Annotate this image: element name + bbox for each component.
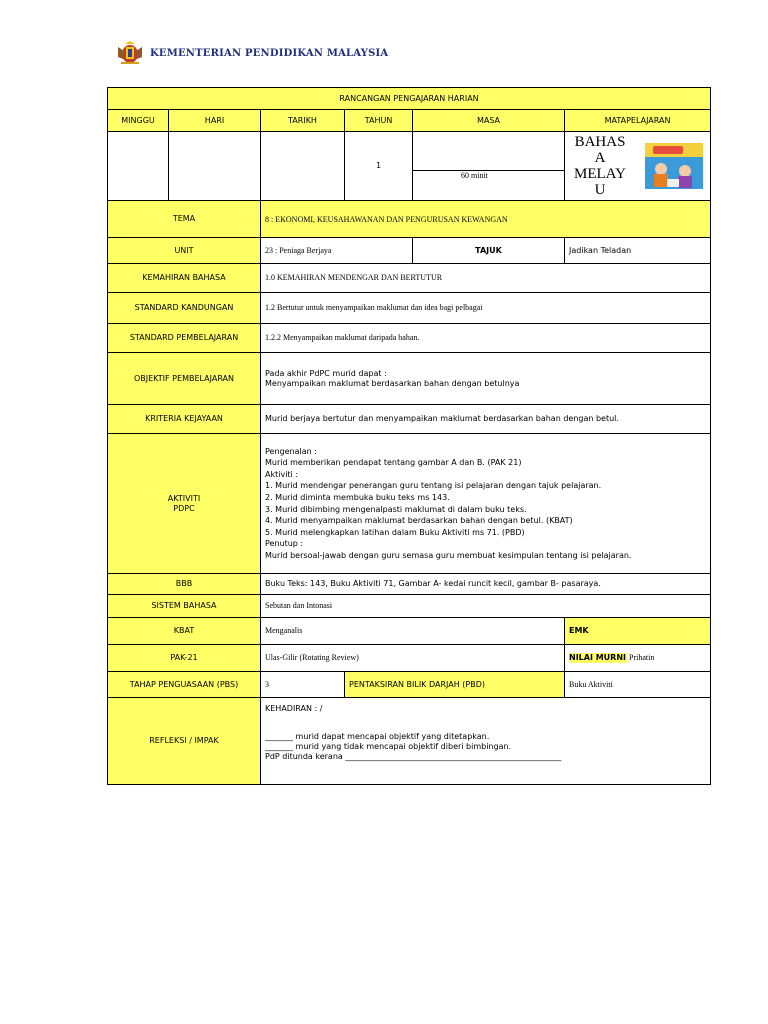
nilai-murni-value: NILAI MURNI Prihatin xyxy=(565,645,711,672)
pak21-value: Ulas-Gilir (Rotating Review) xyxy=(261,645,565,672)
tema-label: TEMA xyxy=(108,201,261,238)
pak21-label: PAK-21 xyxy=(108,645,261,672)
kriteria-value: Murid berjaya bertutur dan menyampaikan maklumat berdasarkan bahan dengan betul. xyxy=(261,405,711,434)
sistem-bahasa-label: SISTEM BAHASA xyxy=(108,595,261,618)
tema-value: 8 : EKONOMI, KEUSAHAWANAN DAN PENGURUSAN KEWANGAN xyxy=(261,201,711,238)
tajuk-label: TAJUK xyxy=(413,238,565,264)
standard-pembelajaran-value: 1.2.2 Menyampaikan maklumat daripada bahan. xyxy=(261,324,711,353)
unit-value: 23 : Peniaga Berjaya xyxy=(261,238,413,264)
standard-kandungan-label: STANDARD KANDUNGAN xyxy=(108,293,261,324)
tahap-label: TAHAP PENGUASAAN (PBS) xyxy=(108,672,261,698)
kbat-label: KBAT xyxy=(108,618,261,645)
subject-cell xyxy=(569,132,706,200)
bbb-value: Buku Teks: 143, Buku Aktiviti 71, Gambar A- kedai runcit kecil, gambar B- pasaraya. xyxy=(261,574,711,595)
col-minggu: MINGGU xyxy=(108,110,169,132)
tajuk-value: Jadikan Teladan xyxy=(565,238,711,264)
textbook-cover-image xyxy=(645,143,703,189)
masa-cell xyxy=(413,151,564,182)
pbd-value: Buku Aktiviti xyxy=(565,672,711,698)
bbb-label: BBB xyxy=(108,574,261,595)
standard-kandungan-value: 1.2 Bertutur untuk menyampaikan maklumat dan idea bagi pelbagai xyxy=(261,293,711,324)
lesson-plan-table xyxy=(107,87,711,785)
unit-label: UNIT xyxy=(108,238,261,264)
refleksi-label: REFLEKSI / IMPAK xyxy=(108,698,261,785)
kemahiran-label: KEMAHIRAN BAHASA xyxy=(108,264,261,293)
crest-icon xyxy=(116,41,144,65)
sistem-bahasa-value: Sebutan dan Intonasi xyxy=(261,595,711,618)
hari-value[interactable] xyxy=(169,132,261,201)
tahap-value: 3 xyxy=(261,672,345,698)
kriteria-label: KRITERIA KEJAYAAN xyxy=(108,405,261,434)
kehadiran: KEHADIRAN : / xyxy=(265,704,323,713)
pbd-label: PENTAKSIRAN BILIK DARJAH (PBD) xyxy=(345,672,565,698)
refleksi-value: KEHADIRAN : / _______ murid dapat mencapai objektif yang ditetapkan. _______ murid yang tidak mencapai objektif diberi bimbingan. PdP ditunda kerana ______________________________________________________ xyxy=(261,698,711,785)
kemahiran-value: 1.0 KEMAHIRAN MENDENGAR DAN BERTUTUR xyxy=(261,264,711,293)
ministry-header xyxy=(116,40,388,66)
col-masa: MASA xyxy=(413,110,565,132)
standard-pembelajaran-label: STANDARD PEMBELAJARAN xyxy=(108,324,261,353)
masa-top xyxy=(413,151,564,171)
aktiviti-label: AKTIVITI PDPC xyxy=(108,434,261,574)
col-tahun: TAHUN xyxy=(345,110,413,132)
col-matapelajaran: MATAPELAJARAN xyxy=(565,110,711,132)
subject-name: BAHAS A MELAY U xyxy=(574,134,626,198)
ministry-name: KEMENTERIAN PENDIDIKAN MALAYSIA xyxy=(150,47,389,59)
tarikh-value[interactable] xyxy=(261,132,345,201)
col-hari: HARI xyxy=(169,110,261,132)
nilai-murni-label: NILAI MURNI xyxy=(569,653,627,662)
minggu-value[interactable] xyxy=(108,132,169,201)
objektif-label: OBJEKTIF PEMBELAJARAN xyxy=(108,353,261,405)
objektif-value: Pada akhir PdPC murid dapat : Menyampaikan maklumat berdasarkan bahan dengan betulnya xyxy=(261,353,711,405)
emk-label: EMK xyxy=(565,618,711,645)
tahun-value: 1 xyxy=(345,132,413,201)
aktiviti-value: Pengenalan : Murid memberikan pendapat tentang gambar A dan B. (PAK 21) Aktiviti : 1. Murid mendengar penerangan guru tentang isi pelajaran dengan tajuk pelajaran. 2. Murid diminta membuka buku teks ms 143. 3. Murid dibimbing mengenalpasti maklumat di dalam buku teks. 4. Murid menyampaikan maklumat berdasarkan bahan dengan betul. (KBAT) 5. Murid melengkapkan latihan dalam Buku Aktiviti ms 71. (PBD) Penutup : Murid bersoal-jawab dengan guru semasa guru membuat kesimpulan tentang isi pelajaran. xyxy=(261,434,711,574)
col-tarikh: TARIKH xyxy=(261,110,345,132)
masa-value: 60 minit xyxy=(461,171,488,181)
form-title: RANCANGAN PENGAJARAN HARIAN xyxy=(108,88,711,110)
kbat-value: Menganalis xyxy=(261,618,565,645)
